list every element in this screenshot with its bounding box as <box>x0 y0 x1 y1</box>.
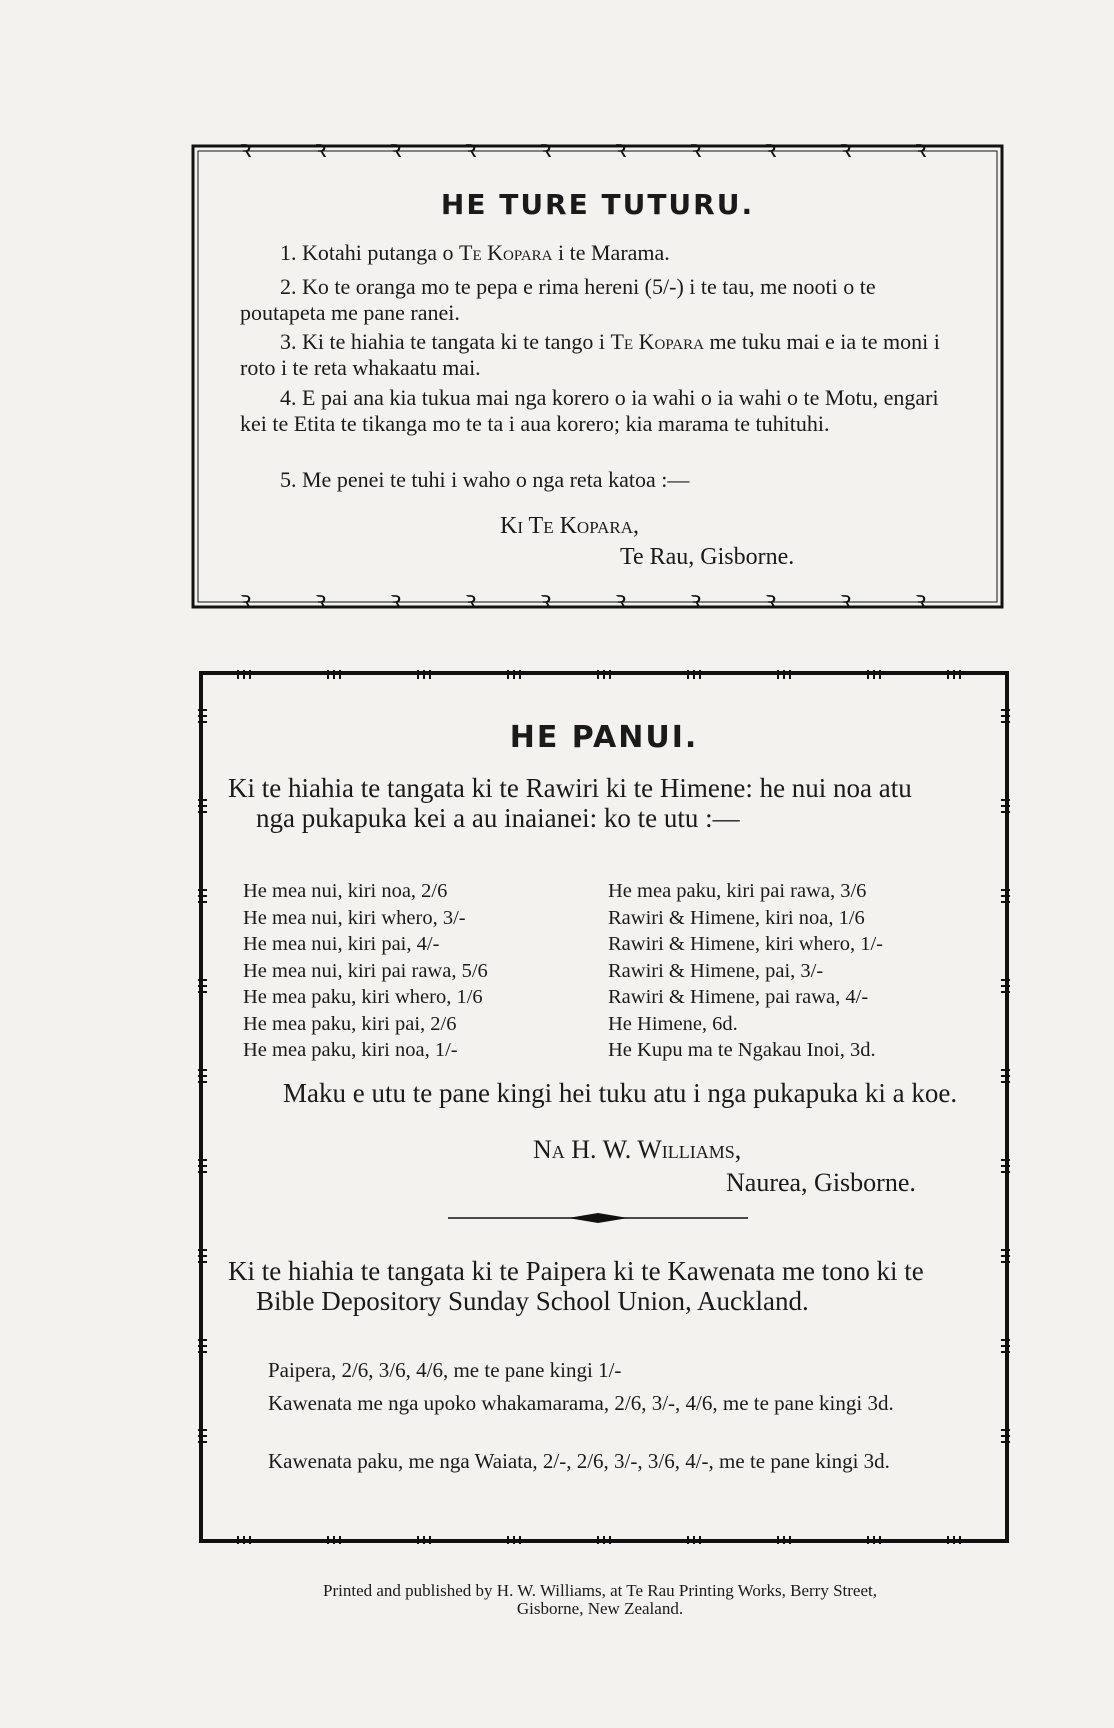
rule-4: 4. E pai ana kia tukua mai nga korero o ia wahi o ia wahi o te Motu, engari kei te Etita te tikanga mo te ta i aua korero; kia marama te tuhituhi. <box>240 385 939 436</box>
rule-2: 2. Ko te oranga mo te pepa e rima hereni (5/-) i te tau, me nooti o te poutapeta me pane ranei. <box>240 274 876 325</box>
rule-3-text-b: me tuku mai e ia te moni i roto i te reta whakaatu mai. <box>240 329 940 380</box>
footer-line-1: Printed and published by H. W. Williams, at Te Rau Printing Works, Berry Street, <box>323 1581 877 1600</box>
rule-1 <box>240 240 940 266</box>
list-item: He mea nui, kiri noa, 2/6 <box>243 880 448 902</box>
price-paipera: Paipera, 2/6, 3/6, 4/6, me te pane kingi 1/- <box>268 1358 622 1382</box>
svg-text:ꝛ: ꝛ <box>690 143 702 163</box>
list-item: He mea paku, kiri pai rawa, 3/6 <box>608 880 867 902</box>
rule-5: 5. Me penei te tuhi i waho o nga reta katoa :— <box>280 467 690 492</box>
list-item: Rawiri & Himene, kiri noa, 1/6 <box>608 906 865 929</box>
address-place: Te Rau, Gisborne. <box>620 544 795 570</box>
svg-text:ꝛ: ꝛ <box>390 143 402 163</box>
svg-text:ꝛ: ꝛ <box>615 143 627 163</box>
rule-3-text-a: 3. Ki te hiahia te tangata ki te tango i <box>280 329 606 354</box>
rule-1-number: 1. <box>280 240 297 265</box>
price-kawenata-paku: Kawenata paku, me nga Waiata, 2/-, 2/6, 3/-, 3/6, 4/-, me te pane kingi 3d. <box>268 1449 890 1473</box>
maku-paragraph: Maku e utu te pane kingi hei tuku atu i nga pukapuka ki a koe. <box>283 1078 958 1108</box>
address-to: Ki Te Kopara, <box>500 513 639 539</box>
svg-text:ꝛ: ꝛ <box>915 586 927 610</box>
list-item: He mea nui, kiri whero, 3/- <box>243 906 466 929</box>
panui-title: HE PANUI. <box>509 720 699 755</box>
svg-text:ꝛ: ꝛ <box>465 143 477 163</box>
rule-3-publication-name: Te Kopara <box>610 329 704 354</box>
svg-text:ꝛ: ꝛ <box>615 586 627 610</box>
list-item: Rawiri & Himene, pai, 3/- <box>608 959 824 982</box>
svg-text:ꝛ: ꝛ <box>765 143 777 163</box>
svg-text:ꝛ: ꝛ <box>240 586 252 610</box>
svg-text:ꝛ: ꝛ <box>390 586 402 610</box>
list-item: He mea paku, kiri whero, 1/6 <box>243 986 483 1008</box>
svg-text:ꝛ: ꝛ <box>765 586 777 610</box>
svg-text:ꝛ: ꝛ <box>240 143 252 163</box>
price-list-left <box>243 878 583 1064</box>
panui-section <box>198 670 1010 1544</box>
svg-text:ꝛ: ꝛ <box>690 586 702 610</box>
list-item: Rawiri & Himene, pai rawa, 4/- <box>608 986 869 1008</box>
list-item: He mea nui, kiri pai rawa, 5/6 <box>243 959 488 982</box>
list-item: He mea paku, kiri pai, 2/6 <box>243 1012 457 1035</box>
ture-title: HE TURE TUTURU. <box>440 188 755 221</box>
list-item: He Kupu ma te Ngakau Inoi, 3d. <box>608 1039 876 1061</box>
signature-place: Naurea, Gisborne. <box>726 1168 916 1197</box>
price-list-right <box>608 878 998 1064</box>
svg-text:ꝛ: ꝛ <box>315 586 327 610</box>
svg-text:ꝛ: ꝛ <box>465 586 477 610</box>
list-item: He mea paku, kiri noa, 1/- <box>243 1039 458 1061</box>
rule-3 <box>240 329 940 381</box>
footer-imprint <box>150 1582 1050 1618</box>
divider-ornament <box>448 1212 748 1224</box>
footer-line-2: Gisborne, New Zealand. <box>516 1599 684 1618</box>
svg-text:ꝛ: ꝛ <box>315 143 327 163</box>
rule-1-end: i te Marama. <box>558 240 670 265</box>
list-item: Rawiri & Himene, kiri whero, 1/- <box>608 933 883 955</box>
list-item: He Himene, 6d. <box>608 1012 738 1035</box>
svg-text:ꝛ: ꝛ <box>915 143 927 163</box>
rule-1-publication-name: Te Kopara <box>459 240 553 265</box>
price-kawenata: Kawenata me nga upoko whakamarama, 2/6, 3/-, 4/6, me te pane kingi 3d. <box>268 1391 894 1415</box>
signature-name: Na H. W. Williams, <box>533 1135 742 1164</box>
svg-text:ꝛ: ꝛ <box>540 143 552 163</box>
paipera-intro: Ki te hiahia te tangata ki te Paipera ki te Kawenata me tono ki te Bible Depository Sunday School Union, Auckland. <box>228 1256 924 1316</box>
svg-text:ꝛ: ꝛ <box>840 143 852 163</box>
svg-text:ꝛ: ꝛ <box>840 586 852 610</box>
svg-text:ꝛ: ꝛ <box>540 586 552 610</box>
ture-section <box>190 143 1005 610</box>
panui-intro: Ki te hiahia te tangata ki te Rawiri ki te Himene: he nui noa atu nga pukapuka kei a au inaianei: ko te utu :— <box>228 773 912 833</box>
rule-1-text: Kotahi putanga o <box>302 240 454 265</box>
list-item: He mea nui, kiri pai, 4/- <box>243 933 440 955</box>
